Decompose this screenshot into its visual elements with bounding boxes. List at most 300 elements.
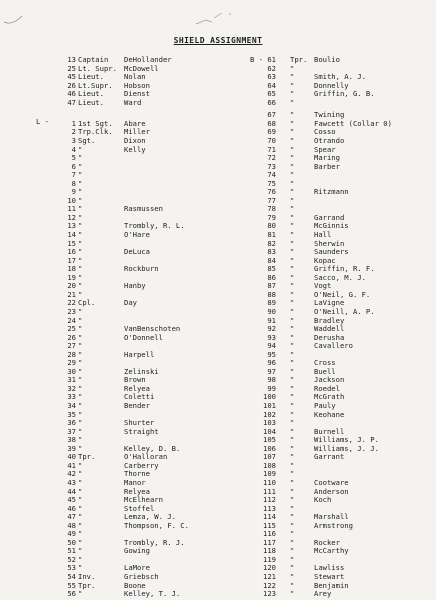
- left-rank: 1st Sgt.: [78, 118, 113, 128]
- assignment-row: [0, 590, 436, 599]
- right-shield-number: 75: [267, 178, 276, 188]
- right-name: Cross: [314, 358, 336, 368]
- right-shield-number: 112: [263, 495, 276, 505]
- assignment-row: [0, 564, 436, 573]
- left-name: Relyea: [124, 383, 150, 393]
- right-rank: ": [290, 435, 295, 445]
- assignment-row: [0, 522, 436, 531]
- left-rank: ": [78, 512, 83, 522]
- right-rank: ": [290, 89, 295, 99]
- left-shield-number: 13: [67, 55, 76, 64]
- left-rank: ": [78, 170, 83, 180]
- left-shield-number: 41: [67, 460, 76, 470]
- right-rank: ": [290, 230, 295, 239]
- assignment-row: [0, 334, 436, 343]
- right-rank: ": [290, 204, 295, 214]
- left-shield-number: 2: [71, 127, 76, 137]
- left-shield-number: 32: [67, 383, 76, 393]
- left-rank: ": [78, 495, 83, 505]
- right-rank: ": [290, 418, 295, 428]
- left-shield-number: 34: [67, 401, 76, 410]
- assignment-row: [0, 479, 436, 488]
- right-name: Buell: [314, 366, 336, 376]
- assignment-row: [0, 453, 436, 462]
- left-shield-number: 47: [67, 97, 76, 107]
- left-name: Brown: [124, 375, 146, 385]
- left-shield-number: 18: [67, 264, 76, 274]
- right-rank: ": [290, 409, 295, 419]
- right-name: Ritzmann: [314, 187, 349, 197]
- right-shield-number: 122: [263, 580, 276, 590]
- left-shield-number: 22: [67, 298, 76, 308]
- right-shield-number: 92: [267, 324, 276, 334]
- right-shield-number: 82: [267, 238, 276, 248]
- right-shield-number: 121: [263, 572, 276, 581]
- right-rank: Tpr.: [290, 55, 308, 64]
- assignment-row: [0, 90, 436, 99]
- left-shield-number: 8: [71, 178, 76, 188]
- right-shield-number: 90: [267, 306, 276, 316]
- assignment-row: [0, 274, 436, 283]
- right-shield-number: 95: [267, 349, 276, 359]
- left-shield-number: 26: [67, 80, 76, 90]
- right-rank: ": [290, 170, 295, 180]
- left-name: Boone: [124, 580, 146, 590]
- left-shield-number: 27: [67, 341, 76, 351]
- left-name: VanBenschoten: [124, 324, 181, 334]
- left-name: Nolan: [124, 72, 146, 82]
- assignment-row: [0, 582, 436, 591]
- right-shield-number: 88: [267, 289, 276, 299]
- document-title: SHIELD ASSIGNMENT: [173, 36, 263, 45]
- left-shield-number: 1: [71, 118, 76, 128]
- right-shield-number: 65: [267, 89, 276, 99]
- right-shield-number: 101: [263, 401, 276, 410]
- left-name: Relyea: [124, 486, 150, 496]
- left-name: Manor: [124, 477, 146, 487]
- right-name: Rocker: [314, 537, 340, 547]
- left-name: O'Hare: [124, 230, 150, 239]
- left-rank: ": [78, 324, 83, 334]
- right-shield-number: 108: [263, 460, 276, 470]
- right-rank: ": [290, 580, 295, 590]
- left-shield-number: 43: [67, 477, 76, 487]
- right-rank: ": [290, 452, 295, 462]
- right-shield-number: 114: [263, 512, 276, 522]
- assignment-row: [0, 573, 436, 582]
- left-name: Zelinski: [124, 366, 159, 376]
- assignment-row: [0, 240, 436, 249]
- left-rank: ": [78, 212, 83, 222]
- right-rank: ": [290, 392, 295, 402]
- left-rank: ": [78, 375, 83, 385]
- right-rank: ": [290, 477, 295, 487]
- right-shield-number: 120: [263, 563, 276, 573]
- right-name: Sherwin: [314, 238, 345, 248]
- left-name: Kelly: [124, 144, 146, 154]
- right-rank: ": [290, 495, 295, 505]
- right-shield-number: 94: [267, 341, 276, 351]
- left-name: DeLuca: [124, 247, 150, 257]
- right-rank: ": [290, 332, 295, 342]
- left-shield-number: 9: [71, 187, 76, 197]
- assignment-row: [0, 556, 436, 565]
- assignment-row: [0, 539, 436, 548]
- left-name: Harpell: [124, 349, 155, 359]
- assignment-row: [0, 411, 436, 420]
- right-rank: ": [290, 306, 295, 316]
- right-rank: ": [290, 537, 295, 547]
- left-shield-number: 12: [67, 212, 76, 222]
- left-shield-number: 53: [67, 563, 76, 573]
- assignment-row: [0, 419, 436, 428]
- left-shield-number: 35: [67, 409, 76, 419]
- left-name: Day: [124, 298, 137, 308]
- right-rank: ": [290, 63, 295, 73]
- left-rank: ": [78, 238, 83, 248]
- right-shield-number: 72: [267, 153, 276, 163]
- right-rank: ": [290, 315, 295, 325]
- right-shield-number: 119: [263, 554, 276, 564]
- left-shield-number: 24: [67, 315, 76, 325]
- right-shield-number: 80: [267, 221, 276, 231]
- left-shield-number: 42: [67, 469, 76, 479]
- left-rank: Lt.Supr.: [78, 80, 113, 90]
- right-rank: ": [290, 161, 295, 171]
- assignment-row: [0, 505, 436, 514]
- left-rank: ": [78, 144, 83, 154]
- right-rank: ": [290, 135, 295, 145]
- right-shield-number: 105: [263, 435, 276, 445]
- left-rank: ": [78, 477, 83, 487]
- right-rank: ": [290, 255, 295, 265]
- right-rank: ": [290, 486, 295, 496]
- right-shield-number: 110: [263, 477, 276, 487]
- left-shield-number: 15: [67, 238, 76, 248]
- left-shield-number: 29: [67, 358, 76, 368]
- left-shield-number: 37: [67, 426, 76, 436]
- left-shield-number: 14: [67, 230, 76, 239]
- assignment-row: [0, 197, 436, 206]
- right-shield-number: 116: [263, 529, 276, 539]
- right-shield-number: 83: [267, 247, 276, 257]
- assignment-row: [0, 308, 436, 317]
- assignment-row: [0, 282, 436, 291]
- left-rank: ": [78, 537, 83, 547]
- left-rank: ": [78, 221, 83, 231]
- right-rank: ": [290, 238, 295, 248]
- left-name: Stoffel: [124, 503, 155, 513]
- assignment-row: [0, 291, 436, 300]
- left-rank: ": [78, 392, 83, 402]
- left-shield-number: 56: [67, 589, 76, 599]
- left-shield-number: 13: [67, 221, 76, 231]
- right-name: Cosso: [314, 127, 336, 137]
- assignment-row: [0, 205, 436, 214]
- left-shield-number: 44: [67, 486, 76, 496]
- right-name: Boulio: [314, 55, 340, 64]
- left-shield-number: 26: [67, 332, 76, 342]
- right-shield-number: 87: [267, 281, 276, 291]
- right-shield-number: B - 61: [250, 55, 276, 64]
- left-rank: ": [78, 443, 83, 453]
- assignment-row: [0, 462, 436, 471]
- left-rank: Tpr.: [78, 452, 96, 462]
- assignment-row: [0, 231, 436, 240]
- left-shield-number: 55: [67, 580, 76, 590]
- left-shield-number: 33: [67, 392, 76, 402]
- left-name: Dienst: [124, 89, 150, 99]
- left-name: Kelley, D. B.: [124, 443, 181, 453]
- right-name: Twining: [314, 110, 345, 120]
- right-shield-number: 64: [267, 80, 276, 90]
- right-rank: ": [290, 426, 295, 436]
- left-name: Trombly, R. L.: [124, 221, 185, 231]
- right-rank: ": [290, 289, 295, 299]
- assignment-row: [0, 65, 436, 74]
- left-name: Rockburn: [124, 264, 159, 274]
- right-shield-number: 99: [267, 383, 276, 393]
- left-rank: ": [78, 383, 83, 393]
- left-shield-number: 7: [71, 170, 76, 180]
- left-rank: ": [78, 435, 83, 445]
- left-rank: Lt. Supr.: [78, 63, 117, 73]
- left-shield-number: 20: [67, 281, 76, 291]
- left-shield-number: 16: [67, 247, 76, 257]
- right-name: Donnelly: [314, 80, 349, 90]
- right-rank: ": [290, 153, 295, 163]
- left-name: Kelley, T. J.: [124, 589, 181, 599]
- left-rank: ": [78, 204, 83, 214]
- right-rank: ": [290, 443, 295, 453]
- right-rank: ": [290, 178, 295, 188]
- left-rank: ": [78, 306, 83, 316]
- left-rank: ": [78, 366, 83, 376]
- right-rank: ": [290, 341, 295, 351]
- right-name: Koch: [314, 495, 332, 505]
- right-shield-number: 89: [267, 298, 276, 308]
- right-name: Marshall: [314, 512, 349, 522]
- right-shield-number: 86: [267, 272, 276, 282]
- left-shield-number: 39: [67, 443, 76, 453]
- right-rank: ": [290, 512, 295, 522]
- left-name: O'Donnell: [124, 332, 163, 342]
- left-rank: ": [78, 469, 83, 479]
- right-name: Burnell: [314, 426, 345, 436]
- assignment-row: [0, 496, 436, 505]
- right-name: Otrando: [314, 135, 345, 145]
- left-name: McElhearn: [124, 495, 163, 505]
- right-name: Anderson: [314, 486, 349, 496]
- left-rank: ": [78, 289, 83, 299]
- assignment-row: [0, 393, 436, 402]
- right-rank: ": [290, 554, 295, 564]
- left-shield-number: 25: [67, 324, 76, 334]
- assignment-row: [0, 73, 436, 82]
- assignment-row: [0, 128, 436, 137]
- left-shield-number: 11: [67, 204, 76, 214]
- assignment-row: [0, 265, 436, 274]
- right-shield-number: 79: [267, 212, 276, 222]
- right-name: Griffin, G. B.: [314, 89, 375, 99]
- right-shield-number: 84: [267, 255, 276, 265]
- left-rank: ": [78, 281, 83, 291]
- right-name: Hall: [314, 230, 332, 239]
- right-shield-number: 115: [263, 520, 276, 530]
- right-shield-number: 71: [267, 144, 276, 154]
- right-name: McCarthy: [314, 546, 349, 556]
- assignment-row: [0, 445, 436, 454]
- left-shield-number: 31: [67, 375, 76, 385]
- left-name: Shurter: [124, 418, 155, 428]
- right-shield-number: 66: [267, 97, 276, 107]
- left-rank: ": [78, 503, 83, 513]
- left-rank: Lieut.: [78, 89, 104, 99]
- assignment-row: [0, 214, 436, 223]
- left-shield-number: 3: [71, 135, 76, 145]
- right-shield-number: 117: [263, 537, 276, 547]
- left-rank: ": [78, 426, 83, 436]
- left-name: Bender: [124, 401, 150, 410]
- left-name: Coletti: [124, 392, 155, 402]
- left-shield-number: 45: [67, 72, 76, 82]
- left-shield-number: 30: [67, 366, 76, 376]
- right-name: O'Neill, A. P.: [314, 306, 375, 316]
- right-shield-number: 74: [267, 170, 276, 180]
- right-shield-number: 69: [267, 127, 276, 137]
- right-name: Garrant: [314, 452, 345, 462]
- left-name: Straight: [124, 426, 159, 436]
- left-rank: ": [78, 332, 83, 342]
- left-rank: Inv.: [78, 572, 96, 581]
- right-rank: ": [290, 572, 295, 581]
- right-rank: ": [290, 187, 295, 197]
- assignment-row: [0, 188, 436, 197]
- assignment-row: [0, 163, 436, 172]
- right-shield-number: 63: [267, 72, 276, 82]
- right-rank: ": [290, 110, 295, 120]
- left-rank: ": [78, 401, 83, 410]
- left-shield-number: 25: [67, 63, 76, 73]
- right-rank: ": [290, 281, 295, 291]
- right-shield-number: 68: [267, 118, 276, 128]
- right-rank: ": [290, 529, 295, 539]
- right-name: Fawcett (Collar 0): [314, 118, 392, 128]
- left-rank: ": [78, 529, 83, 539]
- left-name: O'Halloran: [124, 452, 168, 462]
- pen-marks: [0, 4, 260, 34]
- right-rank: ": [290, 264, 295, 274]
- left-name: Rasmussen: [124, 204, 163, 214]
- left-name: McDowell: [124, 63, 159, 73]
- right-name: Smith, A. J.: [314, 72, 366, 82]
- right-shield-number: 100: [263, 392, 276, 402]
- assignment-row: [0, 351, 436, 360]
- right-rank: ": [290, 401, 295, 410]
- assignment-row: [0, 376, 436, 385]
- right-rank: ": [290, 366, 295, 376]
- left-rank: ": [78, 161, 83, 171]
- right-shield-number: 85: [267, 264, 276, 274]
- left-rank: ": [78, 153, 83, 163]
- left-shield-number: 21: [67, 289, 76, 299]
- right-shield-number: 73: [267, 161, 276, 171]
- right-shield-number: 111: [263, 486, 276, 496]
- right-shield-number: 77: [267, 195, 276, 205]
- right-rank: ": [290, 546, 295, 556]
- right-name: Williams, J. P.: [314, 435, 379, 445]
- right-rank: ": [290, 212, 295, 222]
- left-shield-number: 50: [67, 537, 76, 547]
- left-shield-number: 46: [67, 89, 76, 99]
- left-rank: ": [78, 341, 83, 351]
- left-rank: ": [78, 187, 83, 197]
- right-name: LaVigne: [314, 298, 345, 308]
- left-rank: ": [78, 520, 83, 530]
- left-shield-number: 38: [67, 435, 76, 445]
- left-shield-number: 17: [67, 255, 76, 265]
- right-shield-number: 107: [263, 452, 276, 462]
- assignment-row: [0, 547, 436, 556]
- right-name: Barber: [314, 161, 340, 171]
- right-shield-number: 70: [267, 135, 276, 145]
- left-rank: Cpl.: [78, 298, 96, 308]
- left-name: Griebsch: [124, 572, 159, 581]
- assignment-row: [0, 222, 436, 231]
- right-shield-number: 106: [263, 443, 276, 453]
- left-rank: ": [78, 255, 83, 265]
- left-shield-number: 54: [67, 572, 76, 581]
- left-rank: ": [78, 589, 83, 599]
- right-shield-number: 97: [267, 366, 276, 376]
- right-rank: ": [290, 298, 295, 308]
- right-shield-number: 104: [263, 426, 276, 436]
- left-name: Hobson: [124, 80, 150, 90]
- assignment-row: [0, 368, 436, 377]
- right-name: Benjamin: [314, 580, 349, 590]
- left-shield-number: 48: [67, 520, 76, 530]
- left-name: Thompson, F. C.: [124, 520, 189, 530]
- right-shield-number: 62: [267, 63, 276, 73]
- left-name: Thorne: [124, 469, 150, 479]
- right-name: Cavallero: [314, 341, 353, 351]
- right-rank: ": [290, 80, 295, 90]
- right-name: Waddell: [314, 324, 345, 334]
- right-name: Arey: [314, 589, 332, 599]
- left-shield-number: 36: [67, 418, 76, 428]
- left-rank: Trp.Clk.: [78, 127, 113, 137]
- right-shield-number: 67: [267, 110, 276, 120]
- right-shield-number: 103: [263, 418, 276, 428]
- left-rank: ": [78, 409, 83, 419]
- right-name: Jackson: [314, 375, 345, 385]
- right-shield-number: 102: [263, 409, 276, 419]
- left-rank: ": [78, 247, 83, 257]
- right-rank: ": [290, 247, 295, 257]
- left-shield-number: 6: [71, 161, 76, 171]
- assignment-row: [0, 530, 436, 539]
- right-name: Sacco, M. J.: [314, 272, 366, 282]
- right-rank: ": [290, 144, 295, 154]
- left-rank: ": [78, 230, 83, 239]
- right-name: Maring: [314, 153, 340, 163]
- assignment-row: [0, 248, 436, 257]
- left-margin-marker: L -: [36, 117, 49, 126]
- left-shield-number: 19: [67, 272, 76, 282]
- assignment-row: [0, 146, 436, 155]
- left-name: Carberry: [124, 460, 159, 470]
- right-shield-number: 91: [267, 315, 276, 325]
